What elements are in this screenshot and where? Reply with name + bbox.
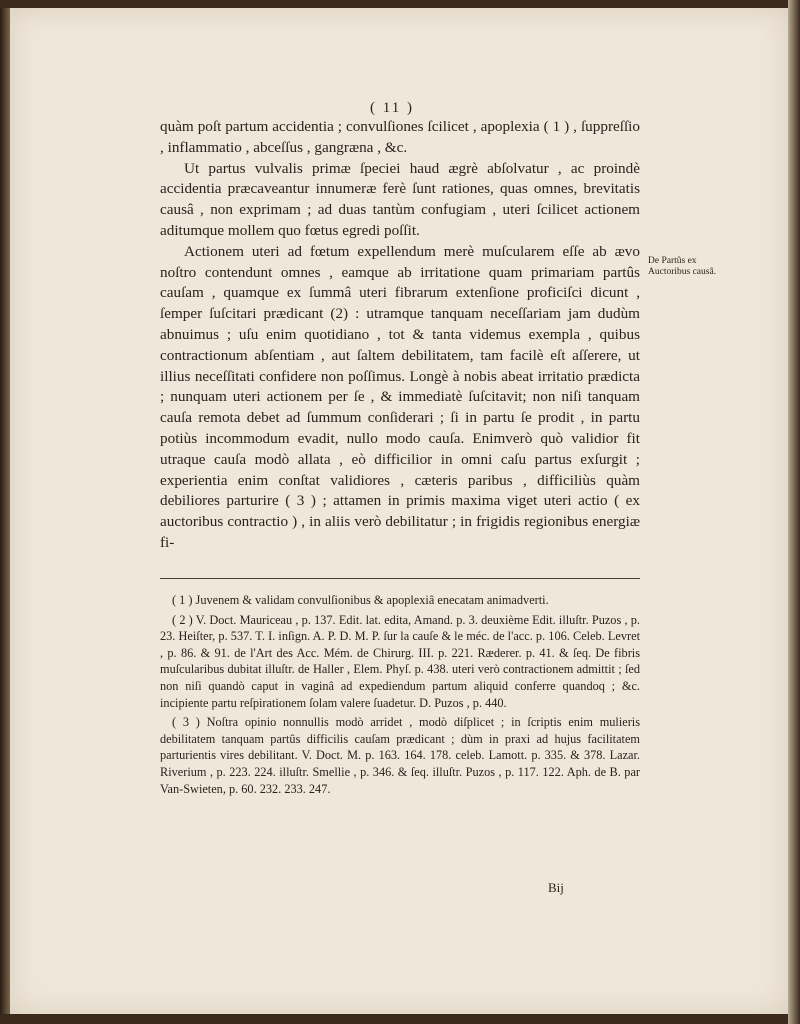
page-number: ( 11 ) [370, 100, 414, 116]
page-edge [788, 0, 800, 1024]
paragraph-2: Ut partus vulvalis primæ ſpeciei haud ægrè abſolvatur , ac proindè accidentia præcaveantur innumeræ ferè ſunt rationes, quas omnes, brevitatis causâ , non exprimam ; ad duas tantùm confugiam , uteri ſcilicet actionem aditumque mollem quo fœtus egredi poſſit. [160, 159, 640, 239]
signature-mark: Bij [548, 880, 564, 895]
margin-note: De Partûs ex Auctoribus causâ. [648, 256, 717, 277]
footnote-1: ( 1 ) Juvenem & validam convulſionibus & apoplexiâ enecatam animadverti. [172, 593, 549, 607]
paragraph-1: quàm poſt partum accidentia ; convulſiones ſcilicet , apoplexia ( 1 ) , ſuppreſſio , inflammatio , abceſſus , gangræna , &c. [160, 118, 640, 156]
footnote-rule [160, 578, 640, 579]
footnote-2: ( 2 ) V. Doct. Mauriceau , p. 137. Edit. lat. edita, Amand. p. 3. deuxième Edit. illuſtr. Puzos , p. 23. Heiſter, p. 537. T. I. inſign. A. P. D. M. P. ſur la cauſe & le méc. de l'acc. p. 106. Celeb. Levret , p. 86. & 91. de l'Art des Acc. Mém. de Chirurg. III. p. 221. Ræderer. p. 41. & ſeq. De fibris muſcularibus dubitat illuſtr. de Haller , Elem. Phyſ. p. 438. uteri verò contractionem admittit ; ſed non niſi quandò caput in vaginâ ad expediendum partum aliquid conferre quandoq ; &c. incipiente partu reſpirationem ſolam valere ſuadetur. D. Puzos , p. 440. [160, 612, 640, 710]
footnote-3: ( 3 ) Noſtra opinio nonnullis modò arridet , modò diſplicet ; in ſcriptis enim mulieris debilitatem tanquam partûs difficilis cauſam prædicant ; dùm in praxi ad hujus facilitatem parturientis vires debilitant. V. Doct. M. p. 163. 164. 178. celeb. Lamott. p. 335. & 378. Lazar. Riverium , p. 223. 224. illuſtr. Smellie , p. 346. & ſeq. illuſtr. Puzos , p. 117. 122. Aph. de B. par Van-Swieten, p. 60. 232. 233. 247. [160, 715, 640, 796]
main-text [160, 117, 640, 554]
footnotes [160, 592, 640, 800]
paragraph-3: Actionem uteri ad fœtum expellendum merè muſcularem eſſe ab ævo noſtro contendunt omnes , eamque ab irritatione quam primariam partûs cauſam , quamque ex ſummâ uteri fibrarum extenſione proficiſci dicunt , ſemper ſuſcitari prædicant (2) : utramque tanquam neceſſariam jam dudùm abnuimus ; uſu enim quotidiano , tot & tanta videmus exempla , quibus contractionum abſentiam , aut ſaltem debilitatem, tam facilè eſt aſſerere, ut illius neceſſitati confidere non poſſimus. Longè à nobis abeat irritatio prædicta ; nunquam uteri actionem per ſe , & immediatè ſuſcitavit; non niſi tanquam cauſa remota debet ad ſummum conſiderari ; ſi in partu ſe prodit , in partu potiùs incommodum evadit, nullo modo cauſa. Enimverò quò validior fit utraque cauſa modò allata , eò difficilior in omni caſu partus exſurgit ; experientia enim conſtat validiores , cæteris paribus , difficiliùs quàm debiliores parturire ( 3 ) ; attamen in primis maxima viget uteri actio ( ex auctoribus contractio ) , in aliis verò debilitatur ; in frigidis regionibus energiæ fi- [160, 242, 640, 551]
